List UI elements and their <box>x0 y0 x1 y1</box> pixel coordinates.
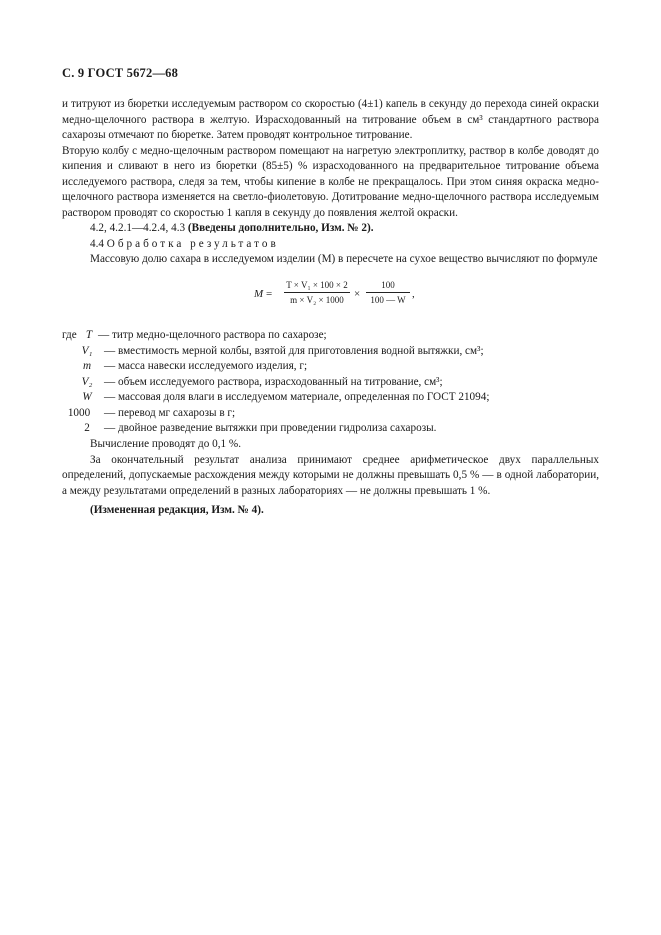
page-header: С. 9 ГОСТ 5672—68 <box>62 66 179 80</box>
definition-text: — перевод мг сахарозы в г; <box>104 406 236 419</box>
definition-row <box>62 406 602 422</box>
fraction-dry-denominator: 100 — W <box>370 295 406 305</box>
definition-text: — титр медно-щелочного раствора по сахарозе; <box>98 329 327 341</box>
definition-symbol: m <box>82 360 92 372</box>
formula-comma: , <box>412 288 415 300</box>
definitions-list <box>62 328 602 437</box>
definition-symbol: T <box>85 329 93 341</box>
definition-text: — вместимость мерной колбы, взятой для приготовления водной вытяжки, см³; <box>104 344 484 357</box>
formula-times: × <box>354 288 361 300</box>
fraction-main-denominator: m × V₂ × 1000 <box>290 295 344 305</box>
formula-lhs: M <box>254 288 264 300</box>
calculation-note: Вычисление проводят до 0,1 %. <box>90 438 241 450</box>
definition-symbol: W <box>82 391 92 403</box>
definition-symbol: 1000 <box>67 406 91 419</box>
definition-row <box>62 390 602 406</box>
definitions-lead: где <box>62 329 77 341</box>
fraction-dry <box>366 280 410 305</box>
definition-row <box>62 344 602 360</box>
definition-row <box>62 421 602 437</box>
definition-text: — объем исследуемого раствора, израсходованный на титрование, см³; <box>104 375 443 388</box>
definition-symbol: 2 <box>84 422 90 434</box>
section-number: 4.4 <box>90 237 104 250</box>
definition-row <box>62 375 602 391</box>
amendment-note-2: (Введены дополнительно, Изм. № 2). <box>187 222 374 234</box>
paragraph-second-flask: Вторую колбу с медно-щелочным раствором помещают на нагретую электроплитку, раствор в колбе доводят до кипения и сливают в него из бюретки (85±5) % израсходованного на предварительное титрование объема исследуемого раствора, следя за тем, чтобы кипение в колбе не прекращалось. При этом синяя окраска медно-щелочного раствора изменяется на светло-фиолетовую. Дотитрование медно-щелочного раствора исследуемым раствором проводят со скоростью 1 капля в секунду до появления желтой окраски. <box>62 144 599 219</box>
paragraph-introduced <box>62 221 599 237</box>
definition-text: — двойное разведение вытяжки при проведении гидролиза сахарозы. <box>104 422 437 434</box>
section-heading <box>62 237 599 253</box>
formula-equals: = <box>266 288 273 300</box>
paragraph-titration: и титруют из бюретки исследуемым раствором со скоростью (4±1) капель в секунду до перехода синей окраски медно-щелочного раствора в желтую. Израсходованный на титрование объем в см³ стандартного раствора сахарозы отмечают по бюретке. Затем проводят контрольное титрование. <box>62 98 599 141</box>
definition-symbol: V₂ <box>81 375 93 388</box>
amendment-note-4: (Измененная редакция, Изм. № 4). <box>90 504 264 516</box>
fraction-main <box>284 280 350 305</box>
formula <box>254 280 454 320</box>
definition-text: — масса навески исследуемого изделия, г; <box>104 360 308 372</box>
fraction-dry-numerator: 100 <box>366 280 410 293</box>
definition-row <box>62 328 602 344</box>
definition-row <box>62 359 602 375</box>
definition-text: — массовая доля влаги в исследуемом материале, определенная по ГОСТ 21094; <box>104 391 490 403</box>
section-refs: 4.2, 4.2.1—4.2.4, 4.3 <box>90 222 186 234</box>
paragraph-mass-fraction: Массовую долю сахара в исследуемом изделии (M) в пересчете на сухое вещество вычисляют по формуле <box>90 253 598 265</box>
body-text-upper <box>62 97 599 268</box>
section-title: Обработка результатов <box>106 237 279 250</box>
paragraph-final-result: За окончательный результат анализа принимают среднее арифметическое двух параллельных определений, допускаемые расхождения между которыми не должны превышать 0,5 % — в одной лаборатории, а между результатами определений в разных лабораториях — не должны превышать 1 %. <box>62 453 599 497</box>
fraction-main-numerator: T × V₁ × 100 × 2 <box>284 280 350 293</box>
definition-symbol: V₁ <box>81 344 93 357</box>
body-text-lower <box>62 437 599 519</box>
